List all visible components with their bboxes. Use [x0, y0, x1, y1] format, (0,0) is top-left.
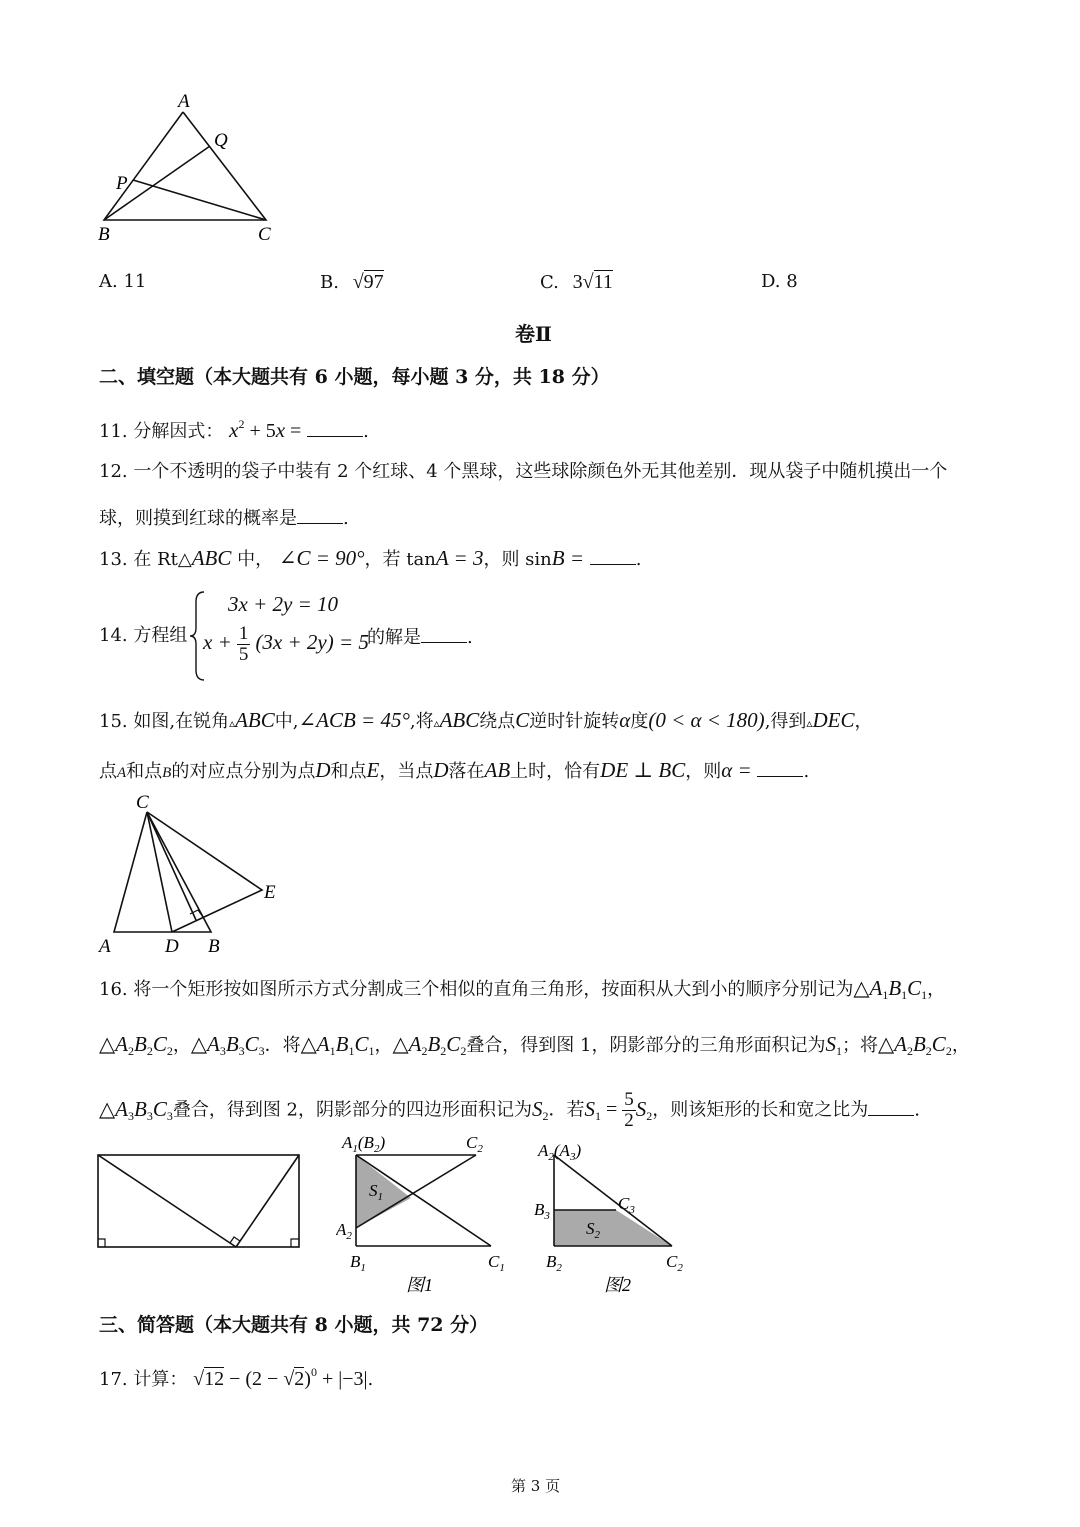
q15-l1-abc: ABC — [235, 708, 275, 732]
q15-l2a: 点 — [99, 761, 117, 782]
label-s1: $S_1$ — [369, 1181, 383, 1203]
q16-l1-text: 16. 将一个矩形按如图所示方式分割成三个相似的直角三角形，按面积从大到小的顺序分别记为 — [99, 979, 854, 1000]
option-c-letter: C. — [540, 272, 559, 293]
label-B: B — [98, 224, 110, 245]
label-a2a3: $A_2(A_3)$ — [538, 1141, 582, 1163]
caption-fig1: 图1 — [406, 1275, 433, 1295]
q14-fraction — [237, 624, 251, 665]
label-P: P — [116, 173, 128, 194]
q15-l2e: ，当点 — [379, 761, 434, 782]
q17-end: . — [367, 1369, 374, 1390]
q15-l2h: ，则 — [685, 761, 722, 782]
q13-pre: 在 Rt△ — [133, 549, 192, 570]
figure-q16-rectangle — [96, 1152, 304, 1250]
q15-l2-AB: AB — [484, 758, 511, 782]
question-17: 17. 计算： $√12 - (2 - √2)^0 + |-3|$. — [99, 1365, 374, 1390]
label-D: D — [165, 936, 179, 957]
q16-line3: $\triangle A_3B_3C_3$叠合，得到图 2，阴影部分的四边形面积记为$S_2$．若$S_1$ = $\frac{5}{2}$ $S_2$，则该矩形的长和宽之比为 . — [99, 1089, 921, 1131]
q15-l2-alpha: α = — [721, 758, 752, 782]
label-c2b: $C_2$ — [666, 1252, 683, 1274]
q16-l2-m2: ， — [374, 1035, 393, 1056]
option-a: A. 11 — [99, 271, 147, 292]
q15-l2g: 上时，恰有 — [510, 761, 601, 782]
q15-l1e: 逆时针旋转 — [529, 711, 620, 732]
label-a1b2: $A_1(B_2)$ — [342, 1133, 386, 1155]
label-Q: Q — [214, 130, 228, 151]
q14-label — [99, 624, 187, 648]
label-a2: $A_2$ — [336, 1220, 352, 1242]
caption-fig2: 图2 — [604, 1275, 631, 1295]
q15-l1b: 中, — [274, 711, 299, 732]
option-c-radicand: 11 — [593, 271, 613, 293]
q15-l2-B: B — [162, 765, 172, 781]
q16-l2-m4: ；将 — [841, 1035, 878, 1056]
label-C: C — [136, 792, 149, 813]
volume-title: 卷Ⅱ — [515, 322, 552, 346]
q12-line2: 球，则摸到红球的概率是 . — [99, 505, 349, 531]
page-footer: 第 3 页 — [511, 1477, 561, 1495]
q13-tana: A = 3 — [435, 546, 484, 570]
q15-l2c: 的对应点分别为点 — [171, 761, 316, 782]
figure-q16-fig2 — [534, 1128, 704, 1298]
q15-line1: 15. 如图,在锐角▵ABC中,∠ACB = 45°,将▵ABC绕点C逆时针旋转α度(0 < α < 180),得到▵DEC， — [99, 708, 873, 732]
q16-line1: 16. 将一个矩形按如图所示方式分割成三个相似的直角三角形，按面积从大到小的顺序分别记为$\triangle A_1B_1C_1$， — [99, 976, 946, 1002]
q13-abc: ABC — [191, 546, 232, 570]
q15-l1a: 15. 如图,在锐角 — [99, 711, 230, 732]
q15-l1-dec: DEC — [812, 708, 855, 732]
q15-line2: 点A和点B的对应点分别为点D和点E，当点D落在AB上时，恰有DE ⊥ BC，则α = . — [99, 758, 810, 782]
q11-text: 分解因式： — [133, 421, 224, 442]
label-A: A — [178, 91, 190, 112]
q14-eq2-b: (3x + 2y) = 5 — [255, 630, 369, 654]
q14-eq2 — [203, 624, 369, 665]
label-c3: $C_3$ — [618, 1194, 635, 1216]
q15-l2-D: D — [315, 758, 331, 782]
q13-then: ，则 sin — [483, 549, 552, 570]
q15-l1g: ,得到 — [764, 711, 807, 732]
q14-frac-den: 5 — [238, 644, 249, 665]
label-A: A — [99, 936, 111, 957]
label-b2: $B_2$ — [546, 1252, 562, 1274]
q13-if: ，若 tan — [364, 549, 436, 570]
q15-l1-c: C — [515, 708, 530, 732]
q16-line2: $\triangle A_2B_2C_2$，$\triangle A_3B_3C_3$．将$\triangle A_1B_1C_1$，$\triangle A_2B_2C_2$叠合，得到图 1，阴影部分的三角形面积记为$S_1$；将$\triangle A_2B_2C_2$， — [99, 1032, 970, 1058]
q16-l2-m1: ．将 — [264, 1035, 301, 1056]
label-c1: $C_1$ — [488, 1252, 505, 1274]
q13-number: 13. — [99, 549, 128, 570]
q12-line1: 12. 一个不透明的袋子中装有 2 个红球、4 个黑球，这些球除颜色外无其他差别．现从袋子中随机摸出一个 — [99, 461, 948, 482]
q14-eq1: 3x + 2y = 10 — [228, 592, 338, 616]
q15-l1c: ,将 — [409, 711, 434, 732]
q15-l1f: 度 — [630, 711, 649, 732]
q16-l3-a: 叠合，得到图 2，阴影部分的四边形面积记为 — [172, 1099, 532, 1121]
option-d: D. 8 — [761, 271, 798, 292]
q16-l3-b: ．若 — [548, 1099, 585, 1121]
q17-text: 计算： — [133, 1369, 188, 1390]
question-11: 11. 分解因式： $x^2 + 5x$ = . — [99, 417, 369, 442]
option-c: C. 3√11 — [540, 271, 613, 293]
option-b-letter: B. — [320, 272, 339, 293]
section3-heading: 三、简答题（本大题共有 8 小题，共 72 分） — [99, 1314, 489, 1336]
q14-number: 14. — [99, 625, 128, 646]
label-b3: $B_3$ — [534, 1200, 550, 1222]
section2-heading: 二、填空题（本大题共有 6 小题，每小题 3 分，共 18 分） — [99, 366, 610, 388]
q12-line2-text: 球，则摸到红球的概率是 — [99, 508, 297, 529]
label-c2: $C_2$ — [466, 1133, 483, 1155]
q15-l2-perp: DE ⊥ BC — [600, 758, 686, 782]
option-b: B. √97 — [320, 271, 384, 293]
figure-q15-rotation — [92, 790, 292, 960]
q15-l1-alpha: α — [619, 708, 631, 732]
option-b-radicand: 97 — [363, 271, 384, 293]
q16-frac-num: 5 — [624, 1089, 634, 1110]
figure-q10-triangle — [90, 88, 290, 248]
q13-sinb: B = — [551, 546, 585, 570]
q15-l2f: 落在 — [448, 761, 485, 782]
q15-l1-abc2: ABC — [439, 708, 480, 732]
question-13: 13. 在 Rt△ABC 中， ∠C = 90°，若 tanA = 3，则 sinB = . — [99, 546, 642, 570]
q13-mid: 中， — [237, 549, 274, 570]
q16-l3-c: ，则该矩形的长和宽之比为 — [652, 1099, 869, 1121]
q15-l2-A: A — [117, 765, 127, 781]
q15-l1-range: (0 < α < 180) — [648, 708, 765, 732]
label-s2: $S_2$ — [586, 1219, 600, 1241]
q11-number: 11. — [99, 421, 128, 442]
label-E: E — [264, 882, 276, 903]
figure-q16-fig1 — [336, 1128, 526, 1298]
q17-number: 17. — [99, 1369, 128, 1390]
q14-suffix-text: 的解是 — [367, 627, 421, 648]
q15-l2-E: E — [366, 758, 380, 782]
q15-l1d: 绕点 — [479, 711, 516, 732]
q15-l2b: 和点 — [126, 761, 163, 782]
q16-l2-m3: 叠合，得到图 1，阴影部分的三角形面积记为 — [466, 1035, 826, 1056]
q14-frac-num: 1 — [238, 623, 249, 644]
label-B: B — [208, 936, 220, 957]
q16-frac-den: 2 — [624, 1110, 634, 1131]
q15-l2-D2: D — [433, 758, 449, 782]
label-C: C — [258, 224, 271, 245]
q16-fraction — [622, 1090, 636, 1131]
q14-suffix: 的解是 . — [367, 624, 473, 650]
q14-eq2-a: x + — [203, 630, 232, 654]
q15-l1-angle: ∠ACB = 45° — [298, 708, 410, 732]
option-c-coef: 3 — [572, 271, 583, 293]
q15-l2d: 和点 — [330, 761, 367, 782]
q13-angle: ∠C = 90° — [278, 546, 365, 570]
q14-text: 方程组 — [133, 625, 188, 646]
q15-l1h: ， — [854, 711, 873, 732]
label-b1: $B_1$ — [350, 1252, 366, 1274]
